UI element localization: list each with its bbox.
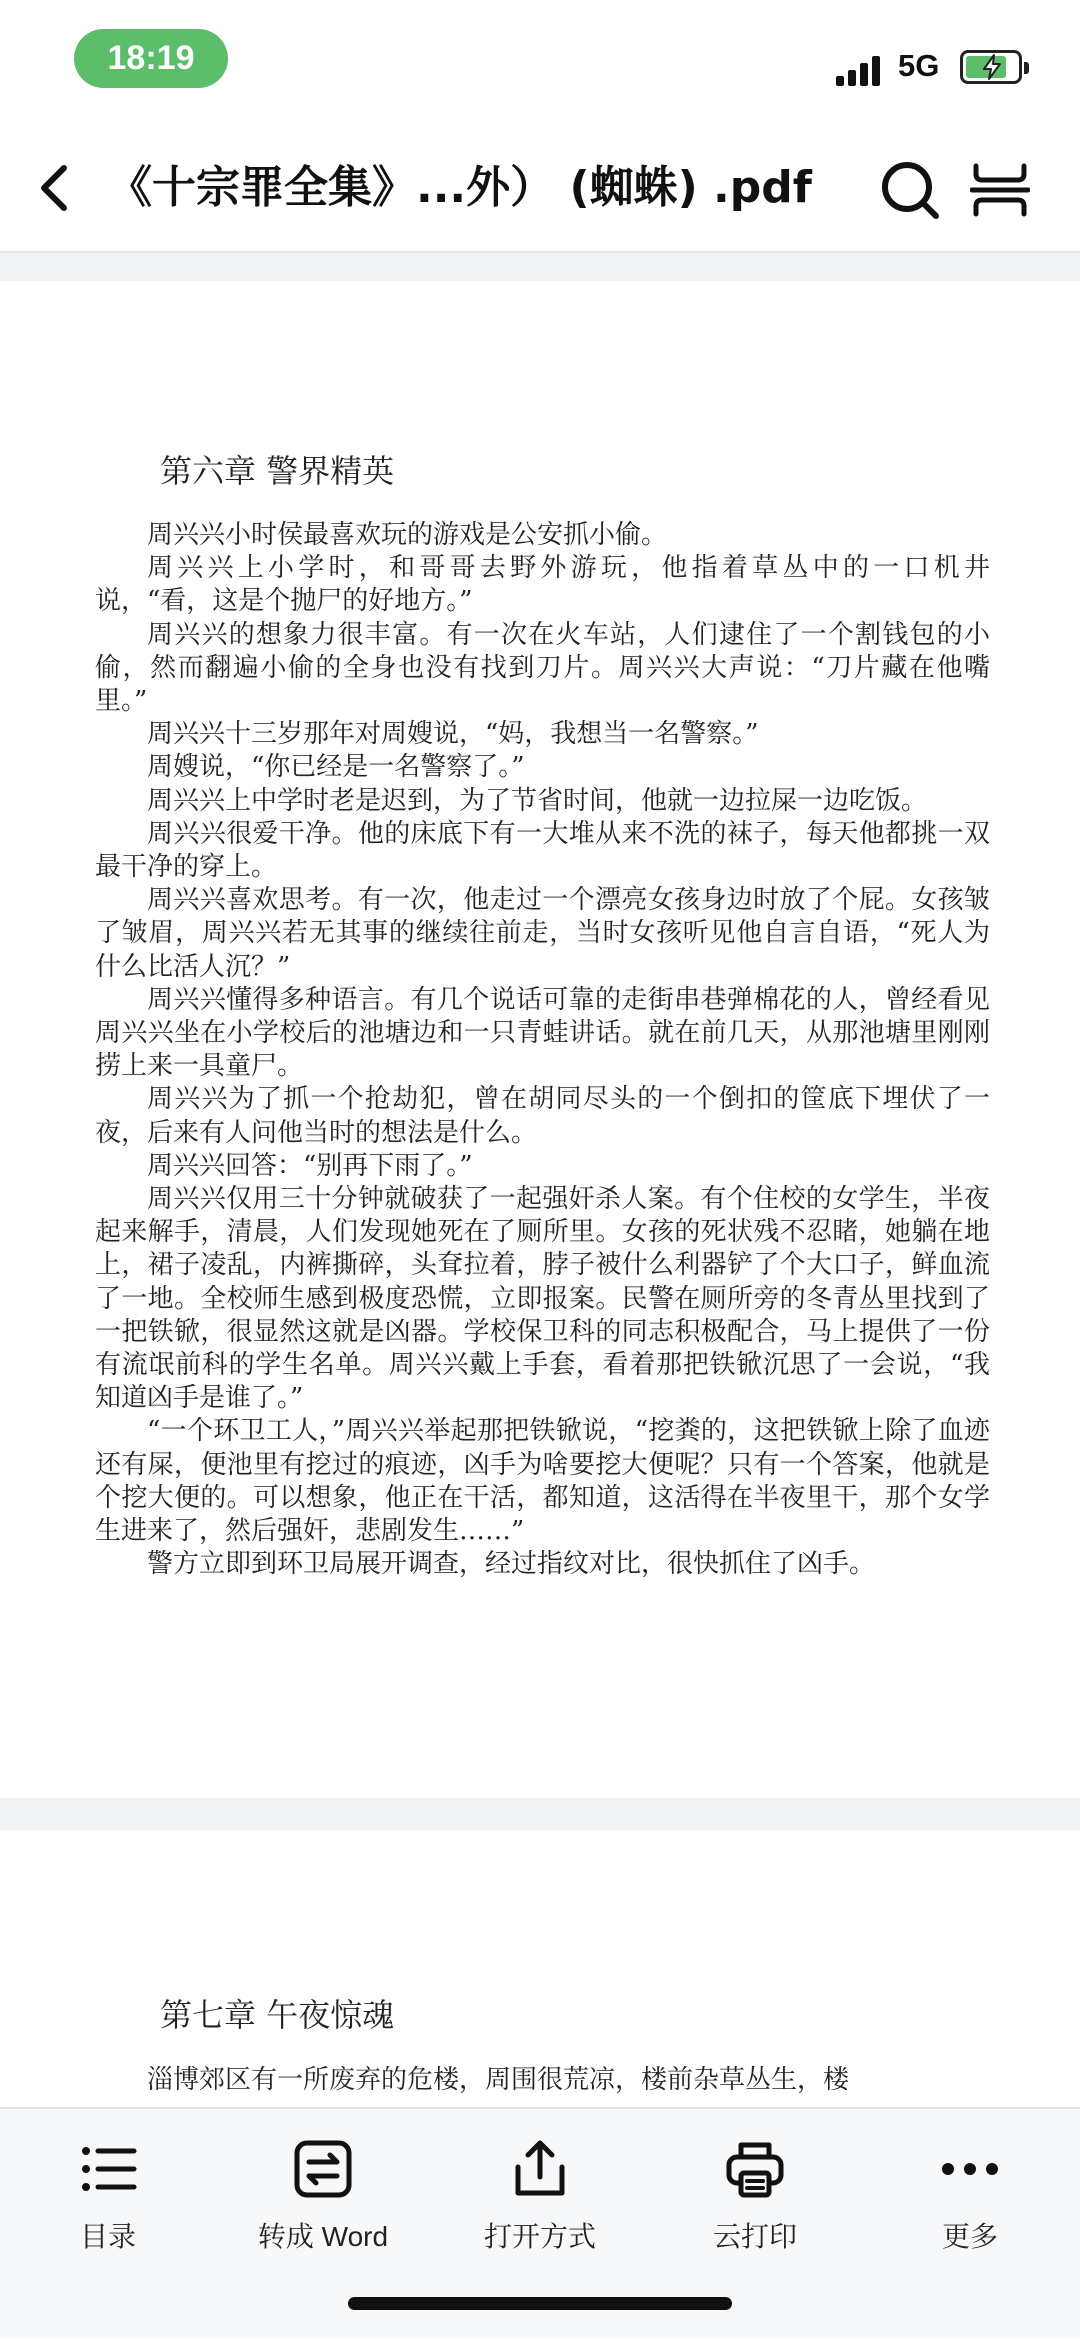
home-indicator[interactable] (348, 2297, 732, 2310)
toolbar-label: 转成 Word (257, 2221, 389, 2252)
toolbar-button-cloud-print[interactable] (665, 2127, 845, 2252)
network-type: 5G (898, 48, 940, 83)
more-icon (938, 2137, 1002, 2201)
paragraph: 周兴兴上小学时，和哥哥去野外游玩，他指着草丛中的一口机井说，“看，这是个抛尸的好地方。” (95, 553, 990, 617)
paragraph: 警方立即到环卫局展开调查，经过指纹对比，很快抓住了凶手。 (147, 1549, 876, 1580)
printer-icon (723, 2137, 787, 2201)
page-body-text (95, 2064, 990, 2097)
paragraph: 周兴兴懂得多种语言。有几个说话可靠的走街串巷弹棉花的人，曾经看见周兴兴坐在小学校后的池塘边和一只青蛙讲话。就在前几天，从那池塘里刚刚捞上来一具童尸。 (95, 984, 990, 1082)
pdf-page[interactable] (0, 281, 1080, 1798)
expand-icon[interactable] (970, 162, 1030, 218)
toolbar-button-more[interactable] (880, 2127, 1060, 2252)
toolbar-button-contents[interactable] (18, 2127, 198, 2252)
paragraph: 周兴兴回答：“别再下雨了。” (147, 1150, 473, 1181)
paragraph: 周兴兴十三岁那年对周嫂说，“妈，我想当一名警察。” (147, 719, 759, 750)
status-time: 18:19 (74, 29, 228, 88)
list-icon (76, 2137, 140, 2201)
chapter-title: 第六章 警界精英 (160, 452, 395, 490)
toolbar-button-convert-word[interactable] (233, 2127, 413, 2252)
paragraph: 周兴兴为了抓一个抢劫犯，曾在胡同尽头的一个倒扣的筐底下埋伏了一夜，后来有人问他当时的想法是什么。 (95, 1084, 990, 1148)
toolbar-button-open-with[interactable] (450, 2127, 630, 2252)
page-body-text (95, 519, 990, 1582)
share-icon (508, 2137, 572, 2201)
status-bar (0, 0, 1080, 118)
chapter-title: 第七章 午夜惊魂 (160, 1996, 395, 2034)
nav-bar (0, 118, 1080, 253)
paragraph: 周兴兴仅用三十分钟就破获了一起强奸杀人案。有个住校的女学生，半夜起来解手，清晨，人们发现她死在了厕所里。女孩的死状残不忍睹，她躺在地上，裙子凌乱，内裤撕碎，头耷拉着，脖子被什么利器铲了个大口子，鲜血流了一地。全校师生感到极度恐慌，立即报案。民警在厕所旁的冬青丛里找到了一把铁锨，很显然这就是凶器。学校保卫科的同志积极配合，马上提供了一份有流氓前科的学生名单。周兴兴戴上手套，看着那把铁锨沉思了一会说，“我知道凶手是谁了。” (95, 1184, 990, 1414)
document-title: 《十宗罪全集》...外） (蜘蛛) .pdf (108, 162, 812, 213)
paragraph: 周兴兴上中学时老是迟到，为了节省时间，他就一边拉屎一边吃饭。 (147, 785, 928, 816)
paragraph: 周兴兴小时侯最喜欢玩的游戏是公安抓小偷。 (147, 520, 668, 550)
paragraph: 周兴兴很爱干净。他的床底下有一大堆从来不洗的袜子，每天他都挑一双最干净的穿上。 (95, 818, 990, 883)
search-icon[interactable] (878, 158, 942, 222)
battery-icon (960, 50, 1022, 84)
toolbar-label: 打开方式 (483, 2221, 596, 2252)
toolbar-label: 更多 (941, 2221, 998, 2252)
toolbar-label: 云打印 (712, 2221, 797, 2252)
paragraph: 淄博郊区有一所废弃的危楼，周围很荒凉，楼前杂草丛生，楼 (147, 2065, 850, 2095)
convert-icon (291, 2137, 355, 2201)
cellular-signal-icon (836, 54, 886, 86)
paragraph: 周兴兴的想象力很丰富。有一次在火车站，人们逮住了一个割钱包的小偷，然而翻遍小偷的全身也没有找到刀片。周兴兴大声说：“刀片藏在他嘴里。” (95, 619, 990, 717)
toolbar-label: 目录 (79, 2221, 136, 2252)
paragraph: “一个环卫工人，”周兴兴举起那把铁锨说，“挖粪的，这把铁锨上除了血迹还有屎，便池里有挖过的痕迹，凶手为啥要挖大便呢？只有一个答案，他就是个挖大便的。可以想象，他正在干活，都知道，这活得在半夜里干，那个女学生进来了，然后强奸，悲剧发生……” (95, 1416, 990, 1547)
paragraph: 周嫂说，“你已经是一名警察了。” (147, 752, 525, 783)
back-icon[interactable] (30, 158, 80, 218)
paragraph: 周兴兴喜欢思考。有一次，他走过一个漂亮女孩身边时放了个屁。女孩皱了皱眉，周兴兴若无其事的继续往前走，当时女孩听见他自言自语，“死人为什么比活人沉？” (95, 885, 990, 982)
